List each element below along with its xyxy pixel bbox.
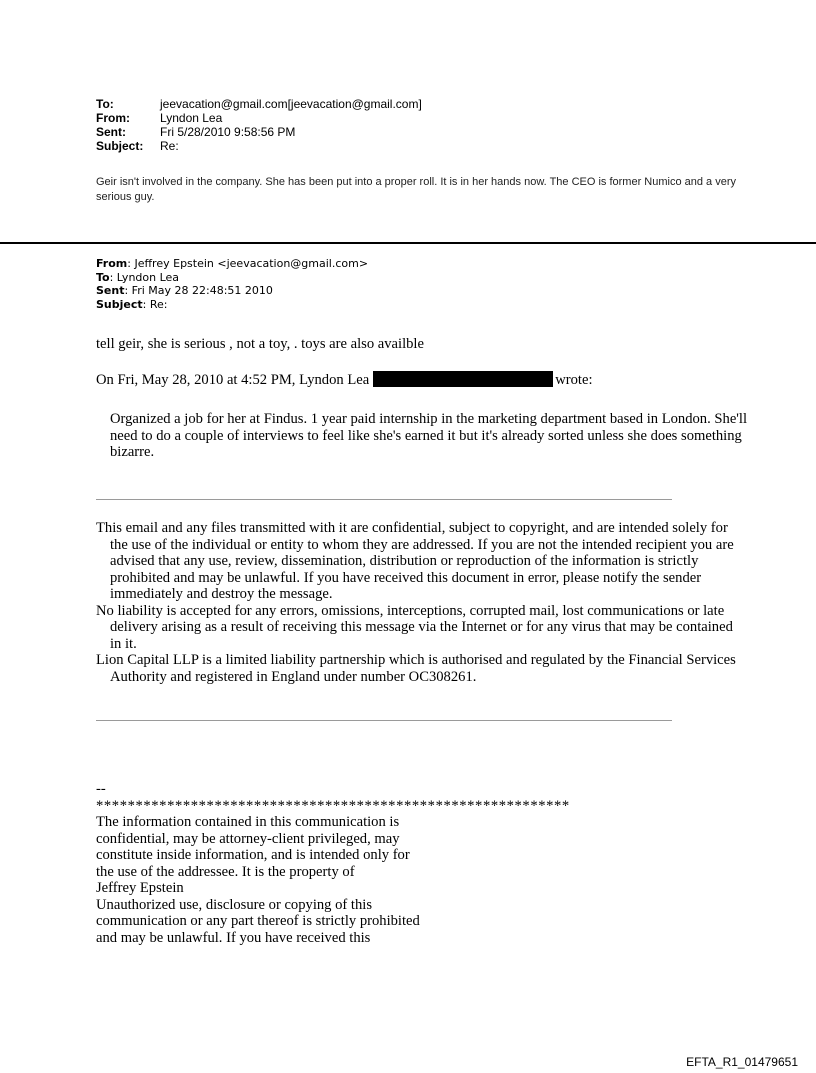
email-header [96, 97, 422, 153]
signature-block [96, 781, 570, 946]
forwarded-header [96, 257, 368, 311]
forwarded-from-value: : Jeffrey Epstein <jeevacation@gmail.com> [127, 257, 369, 270]
header-sent-value: Fri 5/28/2010 9:58:56 PM [160, 125, 296, 139]
signature-text: The information contained in this communication is confidential, may be attorney-client privileged, may constitute inside information, and is intended only for the use of the addressee. It is the property of Jeffrey Epstein Unauthorized use, disclosure or copying of this communication or any part thereof is strictly prohibited and may be unlawful. If you have received this [96, 814, 420, 946]
forwarded-sent-label: Sent [96, 284, 125, 297]
forwarded-subject-value: : Re: [142, 297, 168, 311]
forwarded-sent-value: : Fri May 28 22:48:51 2010 [124, 284, 273, 297]
signature-dashes: -- [96, 781, 106, 797]
disclaimer-paragraph: No liability is accepted for any errors, omissions, interceptions, corrupted mail, lost communications or late delivery arising as a result of receiving this message via the Internet or for any virus that may be contained in it. [96, 602, 733, 652]
header-to-row [96, 97, 422, 111]
quote-attribution [96, 371, 593, 389]
disclaimer-bottom-rule [96, 720, 672, 721]
header-subject-row [96, 139, 422, 153]
quoted-text: Organized a job for her at Findus. 1 year paid internship in the marketing department based in London. She'll need to do a couple of interviews to feel like she's earned it but it's already sorted unless she does something bizarre. [110, 411, 748, 460]
header-subject-value: Re: [160, 139, 179, 153]
document-id: EFTA_R1_01479651 [686, 1055, 798, 1069]
forwarded-subject-row [96, 298, 368, 312]
disclaimer-paragraph: Lion Capital LLP is a limited liability partnership which is authorised and regulated by the Financial Services Authority and registered in England under number OC308261. [96, 652, 736, 685]
quote-attribution-prefix: On Fri, May 28, 2010 at 4:52 PM, Lyndon Lea [96, 372, 370, 388]
header-to-value: jeevacation@gmail.com[jeevacation@gmail.com] [160, 97, 422, 111]
disclaimer [96, 520, 736, 685]
forwarded-to-value: : Lyndon Lea [109, 270, 180, 284]
header-divider [0, 242, 816, 244]
forwarded-from-row [96, 257, 368, 271]
header-subject-label: Subject: [96, 139, 144, 153]
header-to-label: To: [96, 97, 114, 111]
message-line: tell geir, she is serious , not a toy, . toys are also availble [96, 336, 424, 352]
header-from-value: Lyndon Lea [160, 111, 223, 125]
disclaimer-top-rule [96, 499, 672, 500]
header-from-label: From: [96, 111, 130, 125]
forwarded-to-row [96, 271, 368, 285]
signature-stars: ************************************************************ [96, 797, 570, 814]
forwarded-to-label: To [96, 270, 110, 284]
forwarded-from-label: From [96, 257, 128, 270]
disclaimer-paragraph: This email and any files transmitted with it are confidential, subject to copyright, and are intended solely for the use of the individual or entity to whom they are addressed. If you are not the intended recipient you are advised that any use, review, dissemination, distribution or reproduction of the information is strictly prohibited and may be unlawful. If you have received this document in error, please notify the sender immediately and destroy the message. [96, 520, 734, 602]
header-sent-row [96, 125, 422, 139]
header-sent-label: Sent: [96, 125, 126, 139]
header-from-row [96, 111, 422, 125]
quote-attribution-suffix: wrote: [555, 372, 593, 388]
forwarded-subject-label: Subject [96, 297, 143, 311]
forwarded-sent-row [96, 284, 368, 298]
reply-body: Geir isn't involved in the company. She has been put into a proper roll. It is in her hands now. The CEO is former Numico and a very serious guy. [96, 176, 737, 203]
redaction-box [373, 371, 553, 387]
